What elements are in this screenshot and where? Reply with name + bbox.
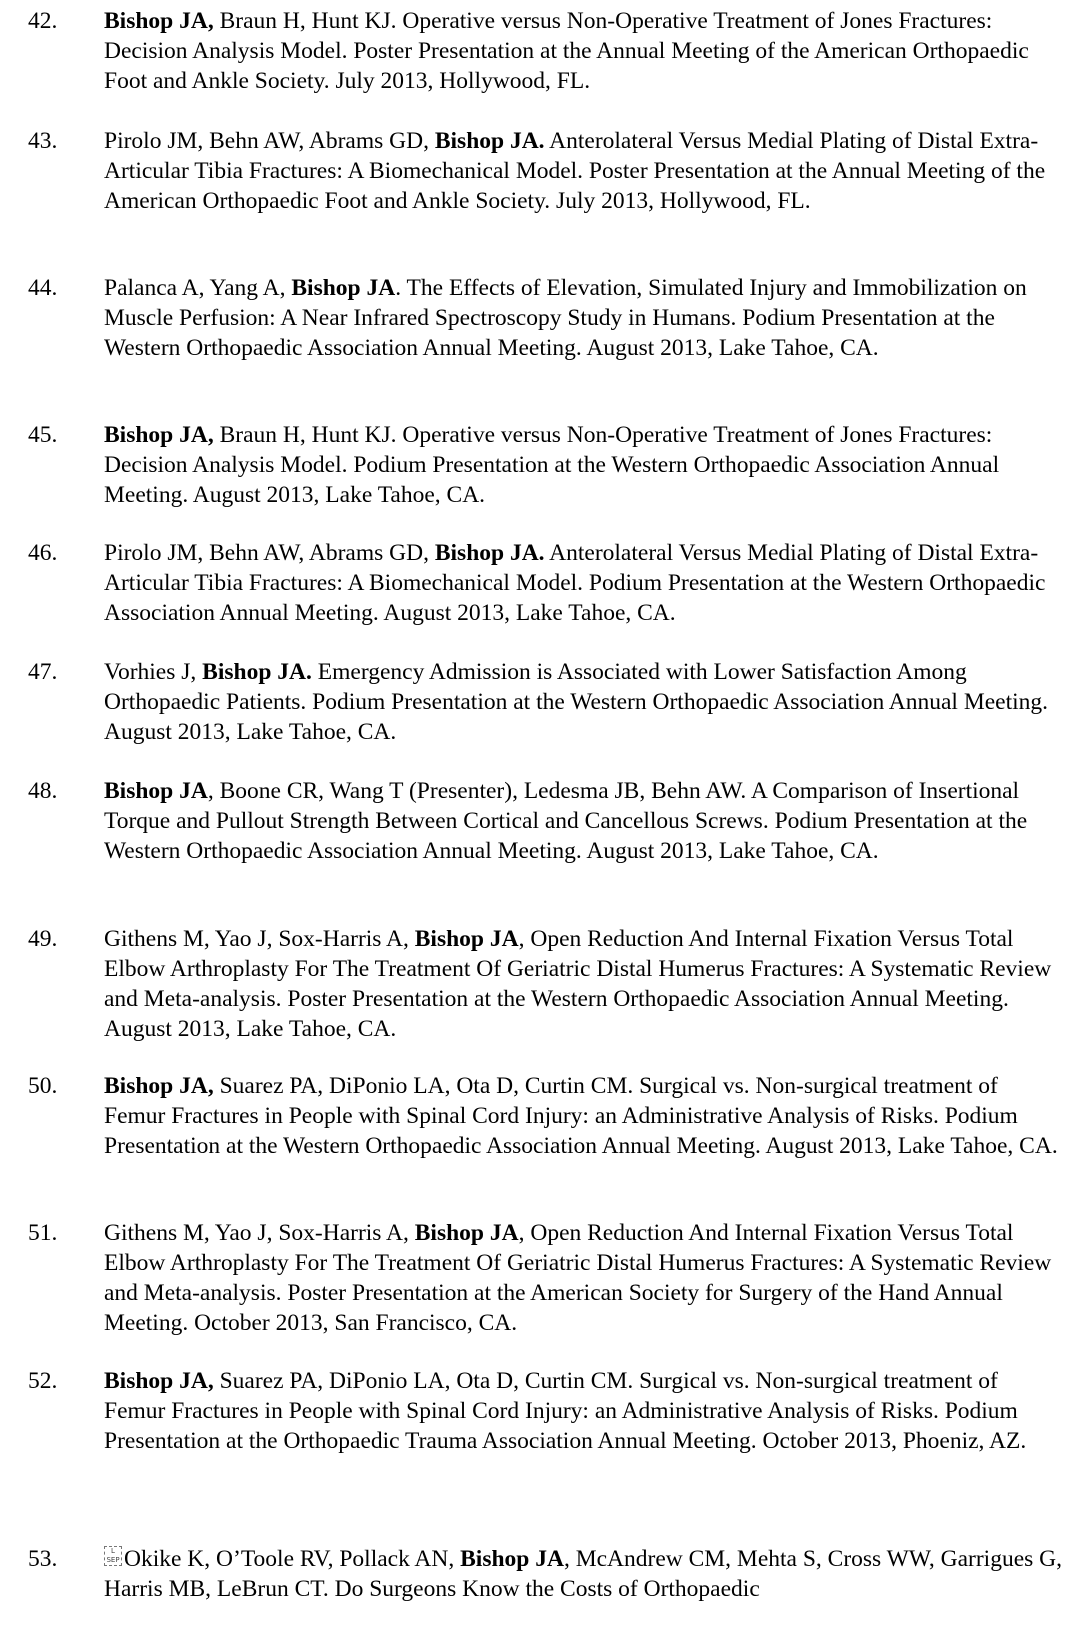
citation-text: Githens M, Yao J, Sox-Harris A, <box>104 926 415 952</box>
author-highlight: Bishop JA, <box>104 8 214 34</box>
entry-text <box>28 1544 1063 1604</box>
entry-number: 48. <box>28 778 58 804</box>
entry-text <box>28 273 1063 363</box>
entry-number: 43. <box>28 128 58 154</box>
list-item <box>28 657 1063 747</box>
entry-text <box>28 1366 1063 1456</box>
entry-text <box>28 924 1063 1044</box>
entry-text <box>28 6 1063 96</box>
list-item <box>28 420 1063 510</box>
list-item <box>28 6 1063 96</box>
citation-text: Pirolo JM, Behn AW, Abrams GD, <box>104 128 435 154</box>
entry-number: 51. <box>28 1220 58 1246</box>
entry-text <box>28 1071 1063 1161</box>
citation-text: Okike K, O’Toole RV, Pollack AN, <box>124 1546 461 1572</box>
citation-text: Palanca A, Yang A, <box>104 275 292 301</box>
citation-text: Anterolateral Versus Medial Plating of Distal Extra-Articular Tibia Fractures: A Biomechanical Model. Poster Presentation at the Annual Meeting of the American Orthopaedic Foot and Ankle Society. July 2013, Hollywood, FL. <box>104 128 1046 214</box>
entry-text <box>28 1218 1063 1338</box>
entry-number: 49. <box>28 926 58 952</box>
author-highlight: Bishop JA <box>414 1220 519 1246</box>
citation-text: . The Effects of Elevation, Simulated Injury and Immobilization on Muscle Perfusion: A Near Infrared Spectroscopy Study in Humans. Podium Presentation at the Western Orthopaedic Association Annual Meeting. August 2013, Lake Tahoe, CA. <box>104 275 1027 361</box>
author-highlight: Bishop JA <box>104 778 208 804</box>
entry-number: 46. <box>28 540 58 566</box>
entry-number: 42. <box>28 8 58 34</box>
citation-text: Vorhies J, <box>104 659 203 685</box>
author-highlight: Bishop JA. <box>202 659 312 685</box>
citation-text: , Open Reduction And Internal Fixation Versus Total Elbow Arthroplasty For The Treatment Of Geriatric Distal Humerus Fractures: A Systematic Review and Meta-analysis. Poster Presentation at the Western Orthopaedic Association Annual Meeting. August 2013, Lake Tahoe, CA. <box>104 926 1052 1042</box>
citation-text: Braun H, Hunt KJ. Operative versus Non-Operative Treatment of Jones Fractures: Decision Analysis Model. Poster Presentation at the Annual Meeting of the American Orthopaedic Foot and Ankle Society. July 2013, Hollywood, FL. <box>104 8 1029 94</box>
list-item <box>28 126 1063 216</box>
citation-text: Anterolateral Versus Medial Plating of Distal Extra-Articular Tibia Fractures: A Biomechanical Model. Podium Presentation at the Western Orthopaedic Association Annual Meeting. August 2013, Lake Tahoe, CA. <box>104 540 1046 626</box>
citation-text: Githens M, Yao J, Sox-Harris A, <box>104 1220 415 1246</box>
author-highlight: Bishop JA, <box>104 422 214 448</box>
entry-number: 45. <box>28 422 58 448</box>
citation-text: Suarez PA, DiPonio LA, Ota D, Curtin CM. Surgical vs. Non-surgical treatment of Femur Fractures in People with Spinal Cord Injury: an Administrative Analysis of Risks. Podium Presentation at the Western Orthopaedic Association Annual Meeting. August 2013, Lake Tahoe, CA. <box>104 1073 1058 1159</box>
list-item <box>28 1366 1063 1456</box>
entry-text <box>28 420 1063 510</box>
entry-number: 47. <box>28 659 58 685</box>
list-item <box>28 1544 1063 1604</box>
author-highlight: Bishop JA <box>460 1546 564 1572</box>
author-highlight: Bishop JA. <box>434 540 545 566</box>
author-highlight: Bishop JA <box>414 926 519 952</box>
entry-text <box>28 126 1063 216</box>
citation-text: Braun H, Hunt KJ. Operative versus Non-Operative Treatment of Jones Fractures: Decision Analysis Model. Podium Presentation at the Western Orthopaedic Association Annual Meeting. August 2013, Lake Tahoe, CA. <box>104 422 1000 508</box>
list-item <box>28 1218 1063 1338</box>
author-highlight: Bishop JA. <box>434 128 545 154</box>
citation-text: , Open Reduction And Internal Fixation Versus Total Elbow Arthroplasty For The Treatment Of Geriatric Distal Humerus Fractures: A Systematic Review and Meta-analysis. Poster Presentation at the American Society for Surgery of the Hand Annual Meeting. October 2013, San Francisco, CA. <box>104 1220 1052 1336</box>
citation-text: , McAndrew CM, Mehta S, Cross WW, Garrigues G, Harris MB, LeBrun CT. Do Surgeons Know the Costs of Orthopaedic <box>104 1546 1062 1602</box>
citation-text: Suarez PA, DiPonio LA, Ota D, Curtin CM. Surgical vs. Non-surgical treatment of Femur Fractures in People with Spinal Cord Injury: an Administrative Analysis of Risks. Podium Presentation at the Orthopaedic Trauma Association Annual Meeting. October 2013, Phoeniz, AZ. <box>104 1368 1027 1454</box>
list-item <box>28 273 1063 363</box>
list-item <box>28 776 1063 866</box>
author-highlight: Bishop JA, <box>104 1073 214 1099</box>
list-item <box>28 924 1063 1044</box>
separator-glyph-icon: L SEP <box>104 1546 122 1566</box>
author-highlight: Bishop JA <box>291 275 396 301</box>
entry-text <box>28 657 1063 747</box>
entry-number: 50. <box>28 1073 58 1099</box>
entry-text <box>28 776 1063 866</box>
citation-text: , Boone CR, Wang T (Presenter), Ledesma JB, Behn AW. A Comparison of Insertional Torque and Pullout Strength Between Cortical and Cancellous Screws. Podium Presentation at the Western Orthopaedic Association Annual Meeting. August 2013, Lake Tahoe, CA. <box>104 778 1028 864</box>
entry-text <box>28 538 1063 628</box>
entry-number: 53. <box>28 1546 58 1572</box>
entry-number: 52. <box>28 1368 58 1394</box>
citation-text: Pirolo JM, Behn AW, Abrams GD, <box>104 540 435 566</box>
author-highlight: Bishop JA, <box>104 1368 214 1394</box>
list-item <box>28 1071 1063 1161</box>
citation-text: Emergency Admission is Associated with Lower Satisfaction Among Orthopaedic Patients. Podium Presentation at the Western Orthopaedic Association Annual Meeting. August 2013, Lake Tahoe, CA. <box>104 659 1049 745</box>
entry-number: 44. <box>28 275 58 301</box>
list-item <box>28 538 1063 628</box>
